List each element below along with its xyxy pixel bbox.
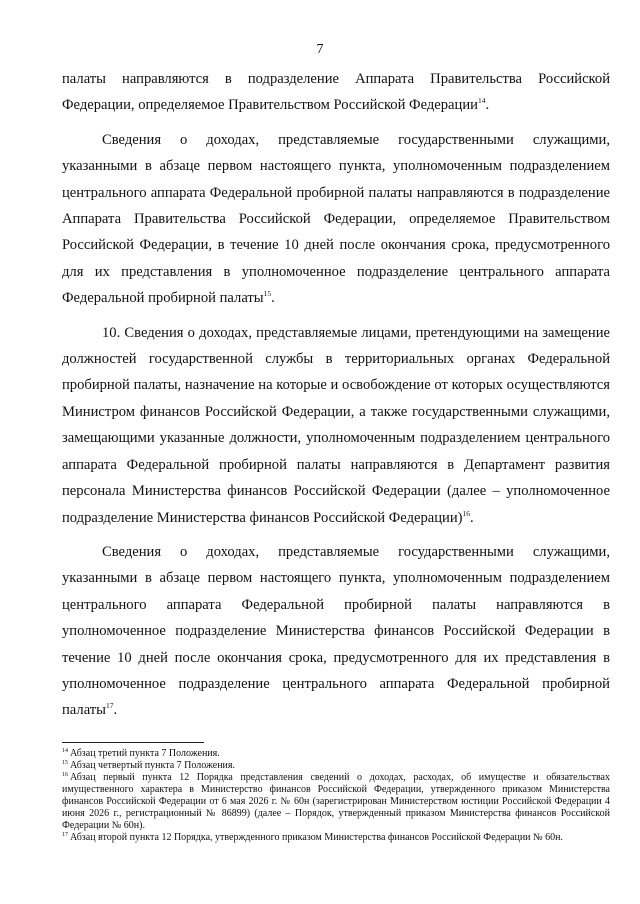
footnote-text: Абзац четвертый пункта 7 Положения. xyxy=(70,760,235,771)
footnote-number: 15 xyxy=(62,759,68,766)
paragraph-text: палаты направляются в подразделение Аппарата Правительства Российской Федерации, определяемое Правительством Российской Федерации xyxy=(62,71,610,114)
footnote xyxy=(62,748,610,760)
paragraph: Сведения о доходах, представляемые государственными служащими, указанными в абзаце первом настоящего пункта, уполномоченным подразделением центрального аппарата Федеральной пробирной палаты направляются в уполномоченное подразделение Министерства финансов Российской Федерации в течение 10 дней после окончания срока, предусмотренного для их представления в уполномоченное подразделение центрального аппарата Федеральной пробирной палаты$^{17}$. xyxy=(62,543,610,719)
footnote-text: Абзац первый пункта 12 Порядка представления сведений о доходах, расходах, об имуществе и обязательствах имущественного характера в Министерство финансов Российской Федерации, утвержденного приказом Министерства финансов Российской Федерации от 6 мая 2026 г. № 60н (зарегистрирован Министерством юстиции Российской Федерации 4 июня 2026 г., регистрационный № 86899) (далее – Порядок, утвержденный приказом Министерства финансов Российской Федерации № 60н). xyxy=(62,772,610,831)
footnote-reference: 16 xyxy=(462,508,471,518)
footnote-number: 14 xyxy=(62,747,68,754)
paragraph: палаты направляются в подразделение Аппарата Правительства Российской Федерации, определяемое Правительством Российской Федерации$^{14}$. xyxy=(62,71,610,114)
page-number: 7 xyxy=(316,42,324,57)
paragraph-text: 10. Сведения о доходах, представляемые лицами, претендующими на замещение должностей государственной службы в территориальных органах Федеральной пробирной палаты, назначение на которые и освобождение от которых осуществляются Министром финансов Российской Федерации, а также государственными служащими, замещающими указанные должности, уполномоченным подразделением центрального аппарата Федеральной пробирной палаты направляются в Департамент развития персонала Министерства финансов Российской Федерации (далее – уполномоченное подразделение Министерства финансов Российской Федерации) xyxy=(62,324,610,526)
paragraph: Сведения о доходах, представляемые государственными служащими, указанными в абзаце первом настоящего пункта, уполномоченным подразделением центрального аппарата Федеральной пробирной палаты направляются в подразделение Аппарата Правительства Российской Федерации, определяемое Правительством Российской Федерации, в течение 10 дней после окончания срока, предусмотренного для их представления в уполномоченное подразделение центрального аппарата Федеральной пробирной палаты$^{15}$. xyxy=(62,131,610,307)
footnote-separator xyxy=(62,742,204,743)
footnote-reference: 17 xyxy=(105,701,114,711)
footnote-number: 16 xyxy=(62,771,68,778)
footnote xyxy=(62,832,610,844)
footnote-reference: 15 xyxy=(263,289,272,299)
paragraph-text: Сведения о доходах, представляемые государственными служащими, указанными в абзаце первом настоящего пункта, уполномоченным подразделением центрального аппарата Федеральной пробирной палаты направляются в уполномоченное подразделение Министерства финансов Российской Федерации в течение 10 дней после окончания срока, предусмотренного для их представления в уполномоченное подразделение центрального аппарата Федеральной пробирной палаты xyxy=(62,543,610,719)
footnote xyxy=(62,772,610,832)
footnote-text: Абзац третий пункта 7 Положения. xyxy=(70,748,220,759)
paragraph-text: Сведения о доходах, представляемые государственными служащими, указанными в абзаце первом настоящего пункта, уполномоченным подразделением центрального аппарата Федеральной пробирной палаты направляются в подразделение Аппарата Правительства Российской Федерации, определяемое Правительством Российской Федерации, в течение 10 дней после окончания срока, предусмотренного для их представления в уполномоченное подразделение центрального аппарата Федеральной пробирной палаты xyxy=(62,131,610,307)
footnote-reference: 14 xyxy=(477,96,486,106)
body-text xyxy=(62,66,610,724)
footnote-number: 17 xyxy=(62,831,68,838)
footnote xyxy=(62,760,610,772)
footnotes xyxy=(62,748,610,844)
paragraph: 10. Сведения о доходах, представляемые лицами, претендующими на замещение должностей государственной службы в территориальных органах Федеральной пробирной палаты, назначение на которые и освобождение от которых осуществляются Министром финансов Российской Федерации, а также государственными служащими, замещающими указанные должности, уполномоченным подразделением центрального аппарата Федеральной пробирной палаты направляются в Департамент развития персонала Министерства финансов Российской Федерации (далее – уполномоченное подразделение Министерства финансов Российской Федерации)$^{16}$. xyxy=(62,324,610,526)
footnote-text: Абзац второй пункта 12 Порядка, утвержденного приказом Министерства финансов Российской Федерации № 60н. xyxy=(70,832,563,843)
